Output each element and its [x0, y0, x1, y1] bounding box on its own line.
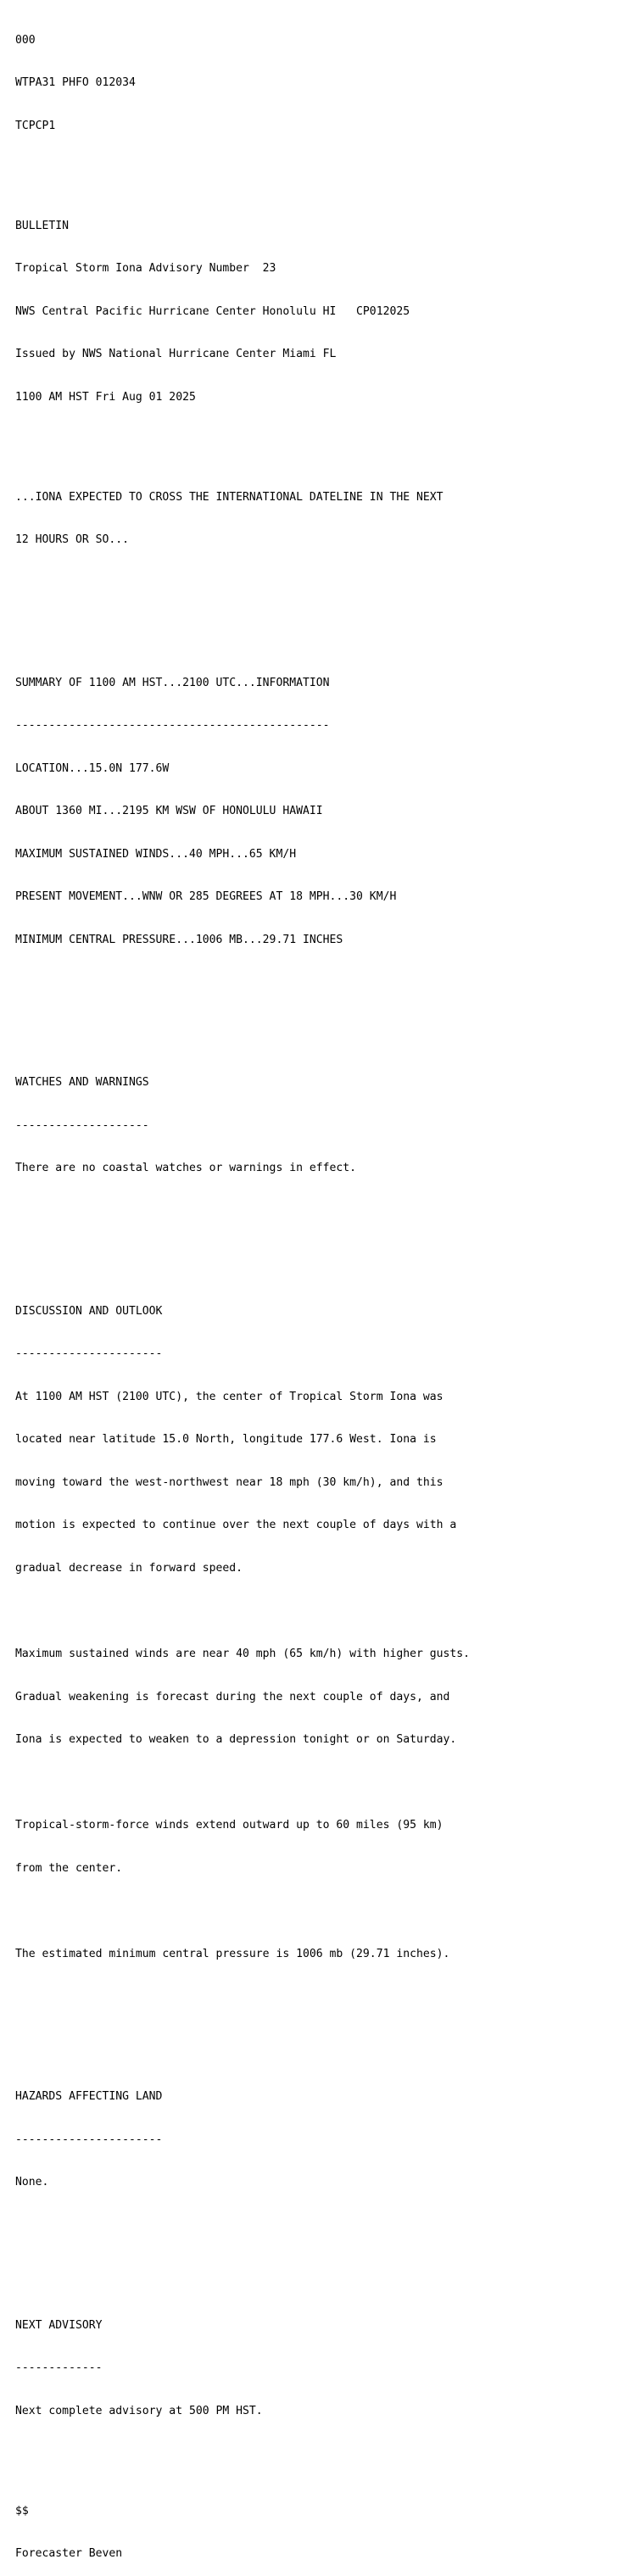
discussion-line: Gradual weakening is forecast during the next couple of days, and [15, 1690, 450, 1703]
hazards-title: HAZARDS AFFECTING LAND [15, 2090, 163, 2104]
next-advisory-title: NEXT ADVISORY [15, 2318, 103, 2332]
blank-line [15, 2447, 470, 2462]
blank-line [15, 619, 470, 633]
blank-line [15, 162, 470, 176]
next-advisory-text: Next complete advisory at 500 PM HST. [15, 2404, 263, 2417]
discussion-line: located near latitude 15.0 North, longitude 177.6 West. Iona is [15, 1433, 437, 1447]
product-code-line: 000 [15, 33, 36, 47]
blank-line [15, 2261, 470, 2276]
blank-line [15, 1247, 470, 1262]
issue-time-line: 1100 AM HST Fri Aug 01 2025 [15, 390, 196, 404]
summary-rule: ----------------------------------------------- [15, 719, 330, 733]
discussion-line: moving toward the west-northwest near 18 mph (30 km/h), and this [15, 1475, 444, 1489]
discussion-line: At 1100 AM HST (2100 UTC), the center of Tropical Storm Iona was [15, 1390, 444, 1403]
awips-id-line: TCPCP1 [15, 119, 56, 132]
summary-title: SUMMARY OF 1100 AM HST...2100 UTC...INFORMATION [15, 676, 330, 689]
issuing-office-line: NWS Central Pacific Hurricane Center Honolulu HI CP012025 [15, 304, 410, 318]
discussion-rule: ---------------------- [15, 1347, 163, 1361]
blank-line [15, 1776, 470, 1791]
blank-line [15, 1990, 470, 2004]
summary-movement: PRESENT MOVEMENT...WNW OR 285 DEGREES AT 18 MPH...30 KM/H [15, 890, 397, 904]
discussion-line: Iona is expected to weaken to a depression tonight or on Saturday. [15, 1733, 457, 1747]
discussion-title: DISCUSSION AND OUTLOOK [15, 1304, 163, 1318]
watches-title: WATCHES AND WARNINGS [15, 1076, 149, 1090]
blank-line [15, 976, 470, 990]
summary-distance: ABOUT 1360 MI...2195 KM WSW OF HONOLULU HAWAII [15, 805, 323, 818]
headline-line: ...IONA EXPECTED TO CROSS THE INTERNATIONAL DATELINE IN THE NEXT [15, 490, 444, 504]
watches-text: There are no coastal watches or warnings in effect. [15, 1162, 357, 1175]
blank-line [15, 1605, 470, 1620]
blank-line [15, 433, 470, 448]
blank-line [15, 1019, 470, 1034]
headline-line: 12 HOURS OR SO... [15, 533, 130, 547]
blank-line [15, 1904, 470, 1919]
advisory-document [15, 5, 470, 2576]
watches-rule: -------------------- [15, 1118, 149, 1132]
discussion-line: from the center. [15, 1861, 123, 1875]
blank-line [15, 2219, 470, 2233]
blank-line [15, 2033, 470, 2048]
hazards-rule: ---------------------- [15, 2133, 163, 2146]
next-advisory-rule: ------------- [15, 2361, 103, 2375]
bulletin-label: BULLETIN [15, 219, 70, 232]
issued-by-line: Issued by NWS National Hurricane Center Miami FL [15, 348, 337, 361]
end-marker: $$ [15, 2504, 29, 2517]
summary-max-winds: MAXIMUM SUSTAINED WINDS...40 MPH...65 KM/H [15, 847, 297, 861]
discussion-line: The estimated minimum central pressure is 1006 mb (29.71 inches). [15, 1947, 450, 1960]
discussion-line: Tropical-storm-force winds extend outward up to 60 miles (95 km) [15, 1819, 444, 1832]
discussion-line: Maximum sustained winds are near 40 mph (65 km/h) with higher gusts. [15, 1648, 471, 1661]
discussion-line: motion is expected to continue over the next couple of days with a [15, 1519, 457, 1532]
summary-pressure: MINIMUM CENTRAL PRESSURE...1006 MB...29.71 INCHES [15, 933, 343, 946]
wmo-header-line: WTPA31 PHFO 012034 [15, 76, 136, 90]
discussion-line: gradual decrease in forward speed. [15, 1561, 243, 1575]
forecaster-signature: Forecaster Beven [15, 2547, 123, 2561]
summary-location: LOCATION...15.0N 177.6W [15, 761, 170, 775]
blank-line [15, 1205, 470, 1219]
hazards-text: None. [15, 2176, 49, 2189]
blank-line [15, 577, 470, 591]
advisory-title: Tropical Storm Iona Advisory Number 23 [15, 262, 276, 276]
